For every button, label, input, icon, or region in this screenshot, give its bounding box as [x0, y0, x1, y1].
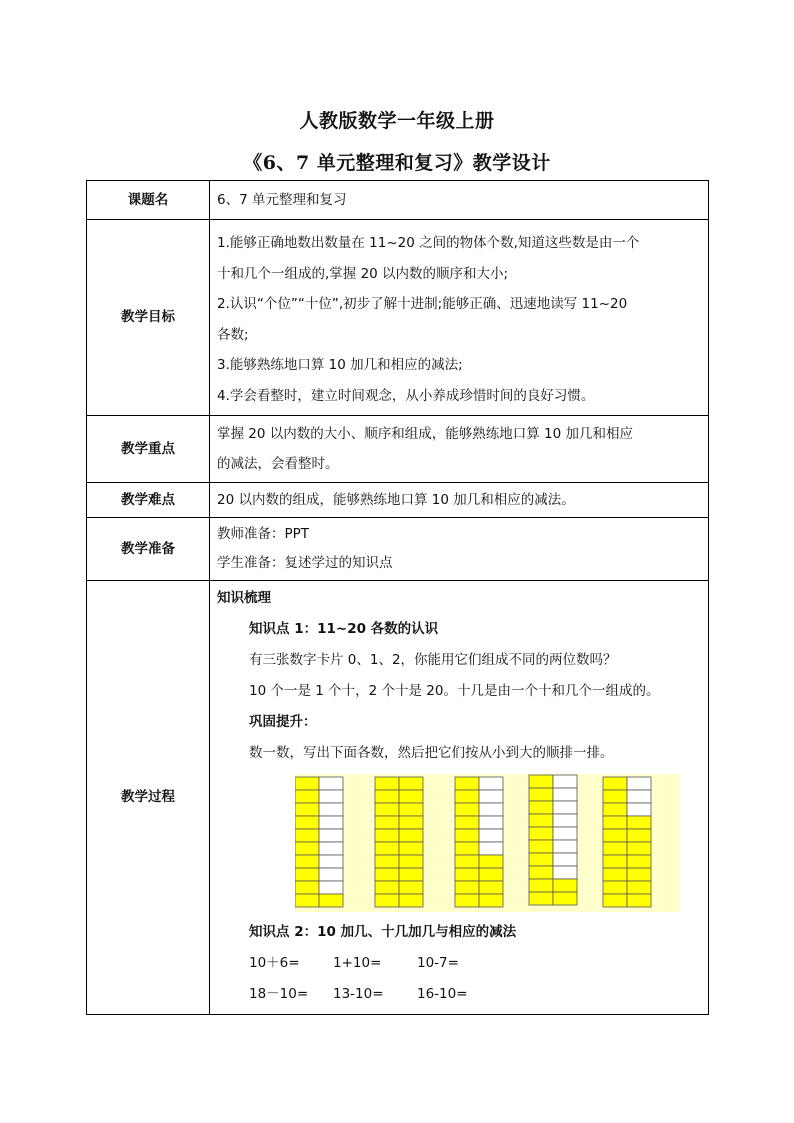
- block-cell: [529, 801, 553, 814]
- block-cell: [627, 790, 651, 803]
- block-cell: [319, 816, 343, 829]
- knowledge-point-1-title: 知识点 1：11~20 各数的认识: [249, 621, 439, 637]
- block-cell: [375, 790, 399, 803]
- block-cell: [627, 803, 651, 816]
- counting-blocks-figure: [295, 774, 679, 912]
- knowledge-point-2-title: 知识点 2：10 加几、十几加几与相应的减法: [249, 924, 517, 940]
- block-cell: [295, 855, 319, 868]
- row-process: [87, 581, 709, 1015]
- block-cell: [603, 803, 627, 816]
- block-cell: [479, 868, 503, 881]
- block-cell: [603, 790, 627, 803]
- process-content: [210, 581, 709, 1015]
- student-prep: 学生准备：复述学过的知识点: [217, 555, 393, 571]
- block-cell: [553, 827, 577, 840]
- block-cell: [319, 777, 343, 790]
- tens-ones-column: [603, 777, 651, 907]
- block-cell: [479, 829, 503, 842]
- equation-row-2: [217, 979, 701, 1010]
- row-key-points: [87, 416, 709, 483]
- block-cell: [375, 842, 399, 855]
- equation: 1+10=: [333, 955, 382, 971]
- block-cell: [455, 894, 479, 907]
- block-cell: [399, 790, 423, 803]
- block-cell: [455, 881, 479, 894]
- label-goals: 教学目标: [87, 220, 210, 416]
- block-cell: [627, 829, 651, 842]
- goal-line: 十和几个一组成的,掌握 20 以内数的顺序和大小;: [217, 265, 509, 282]
- block-cell: [553, 853, 577, 866]
- block-cell: [455, 868, 479, 881]
- block-cell: [553, 814, 577, 827]
- block-cell: [319, 894, 343, 907]
- block-cell: [295, 842, 319, 855]
- block-cell: [375, 855, 399, 868]
- block-cell: [295, 803, 319, 816]
- block-cell: [529, 775, 553, 788]
- block-cell: [603, 894, 627, 907]
- block-cell: [553, 866, 577, 879]
- document-subtitle: 《6、7 单元整理和复习》教学设计: [243, 152, 551, 174]
- practice-question: 数一数，写出下面各数，然后把它们按从小到大的顺排一排。: [249, 745, 614, 761]
- practice-heading: 巩固提升：: [249, 714, 317, 730]
- tens-ones-column: [529, 775, 577, 905]
- equation: 18－10=: [249, 986, 309, 1002]
- block-cell: [603, 777, 627, 790]
- block-cell: [319, 829, 343, 842]
- row-difficult-points: [87, 483, 709, 518]
- block-cell: [375, 803, 399, 816]
- block-cell: [375, 868, 399, 881]
- block-cell: [399, 855, 423, 868]
- key-points-content: [210, 416, 709, 483]
- block-cell: [319, 881, 343, 894]
- block-cell: [375, 777, 399, 790]
- block-cell: [627, 777, 651, 790]
- block-cell: [399, 868, 423, 881]
- block-cell: [627, 816, 651, 829]
- block-cell: [319, 803, 343, 816]
- equation-row-1: [217, 948, 701, 979]
- block-cell: [553, 879, 577, 892]
- tens-ones-column: [455, 777, 503, 907]
- block-cell: [479, 816, 503, 829]
- block-cell: [479, 855, 503, 868]
- document-title: 人教版数学一年级上册: [299, 110, 495, 132]
- block-cell: [455, 777, 479, 790]
- block-cell: [375, 816, 399, 829]
- label-difficult-points: 教学难点: [87, 483, 210, 518]
- goal-line: 各数;: [217, 326, 249, 343]
- row-topic: [87, 181, 709, 220]
- block-cell: [479, 777, 503, 790]
- block-cell: [455, 790, 479, 803]
- block-cell: [455, 842, 479, 855]
- label-topic: 课题名: [87, 181, 210, 220]
- tens-ones-column: [375, 777, 423, 907]
- block-cell: [529, 879, 553, 892]
- label-preparation: 教学准备: [87, 518, 210, 581]
- equation: 13-10=: [333, 986, 384, 1002]
- block-cell: [295, 868, 319, 881]
- block-cell: [375, 881, 399, 894]
- block-cell: [399, 842, 423, 855]
- goal-line: 2.认识“个位”“十位”,初步了解十进制;能够正确、迅速地读写 11~20: [217, 296, 628, 312]
- equation: 10＋6=: [249, 955, 300, 971]
- equation: 16-10=: [417, 986, 468, 1002]
- block-cell: [479, 894, 503, 907]
- goal-line: 1.能够正确地数出数量在 11~20 之间的物体个数,知道这些数是由一个: [217, 235, 640, 251]
- block-cell: [529, 827, 553, 840]
- block-cell: [529, 866, 553, 879]
- block-cell: [399, 881, 423, 894]
- section-heading: 知识梳理: [217, 590, 271, 606]
- label-key-points: 教学重点: [87, 416, 210, 483]
- block-cell: [295, 777, 319, 790]
- kp1-question: 有三张数字卡片 0、1、2，你能用它们组成不同的两位数吗？: [249, 652, 617, 668]
- block-cell: [399, 829, 423, 842]
- equation: 10-7=: [417, 955, 459, 971]
- block-cell: [399, 777, 423, 790]
- block-cell: [295, 829, 319, 842]
- block-cell: [603, 829, 627, 842]
- row-preparation: [87, 518, 709, 581]
- block-cell: [603, 855, 627, 868]
- block-cell: [603, 868, 627, 881]
- block-cell: [375, 829, 399, 842]
- teacher-prep: 教师准备：PPT: [217, 526, 310, 542]
- kp1-answer: 10 个一是 1 个十，2 个十是 20。十几是由一个十和几个一组成的。: [249, 683, 660, 699]
- difficult-points-value: 20 以内数的组成，能够熟练地口算 10 加几和相应的减法。: [210, 483, 709, 518]
- block-cell: [455, 855, 479, 868]
- row-goals: [87, 220, 709, 416]
- block-cell: [529, 892, 553, 905]
- block-cell: [627, 894, 651, 907]
- block-cell: [627, 842, 651, 855]
- block-cell: [295, 881, 319, 894]
- block-cell: [529, 853, 553, 866]
- block-cell: [375, 894, 399, 907]
- label-process: 教学过程: [87, 581, 210, 1015]
- block-cell: [479, 803, 503, 816]
- tens-ones-column: [295, 777, 343, 907]
- block-cell: [455, 803, 479, 816]
- block-cell: [319, 868, 343, 881]
- block-cell: [553, 775, 577, 788]
- topic-value: 6、7 单元整理和复习: [210, 181, 709, 220]
- block-cell: [603, 816, 627, 829]
- block-cell: [399, 816, 423, 829]
- preparation-content: [210, 518, 709, 581]
- lesson-plan-table: [86, 180, 709, 1015]
- goals-content: [210, 220, 709, 416]
- block-cell: [295, 790, 319, 803]
- block-cell: [479, 842, 503, 855]
- block-cell: [295, 816, 319, 829]
- block-cell: [627, 868, 651, 881]
- block-cell: [529, 840, 553, 853]
- block-cell: [319, 842, 343, 855]
- block-cell: [603, 881, 627, 894]
- block-cell: [553, 840, 577, 853]
- block-cell: [319, 790, 343, 803]
- block-cell: [399, 803, 423, 816]
- key-line: 掌握 20 以内数的大小、顺序和组成，能够熟练地口算 10 加几和相应: [217, 426, 634, 442]
- block-cell: [399, 894, 423, 907]
- block-cell: [529, 788, 553, 801]
- block-cell: [627, 855, 651, 868]
- block-cell: [603, 842, 627, 855]
- key-line: 的减法，会看整时。: [217, 456, 339, 472]
- block-cell: [553, 788, 577, 801]
- block-cell: [295, 894, 319, 907]
- goal-line: 4.学会看整时，建立时间观念，从小养成珍惜时间的良好习惯。: [217, 387, 595, 404]
- block-cell: [553, 892, 577, 905]
- goal-line: 3.能够熟练地口算 10 加几和相应的减法;: [217, 357, 463, 373]
- block-cell: [479, 881, 503, 894]
- block-cell: [319, 855, 343, 868]
- block-cell: [455, 816, 479, 829]
- block-cell: [553, 801, 577, 814]
- block-cell: [455, 829, 479, 842]
- block-cell: [479, 790, 503, 803]
- block-cell: [529, 814, 553, 827]
- block-cell: [627, 881, 651, 894]
